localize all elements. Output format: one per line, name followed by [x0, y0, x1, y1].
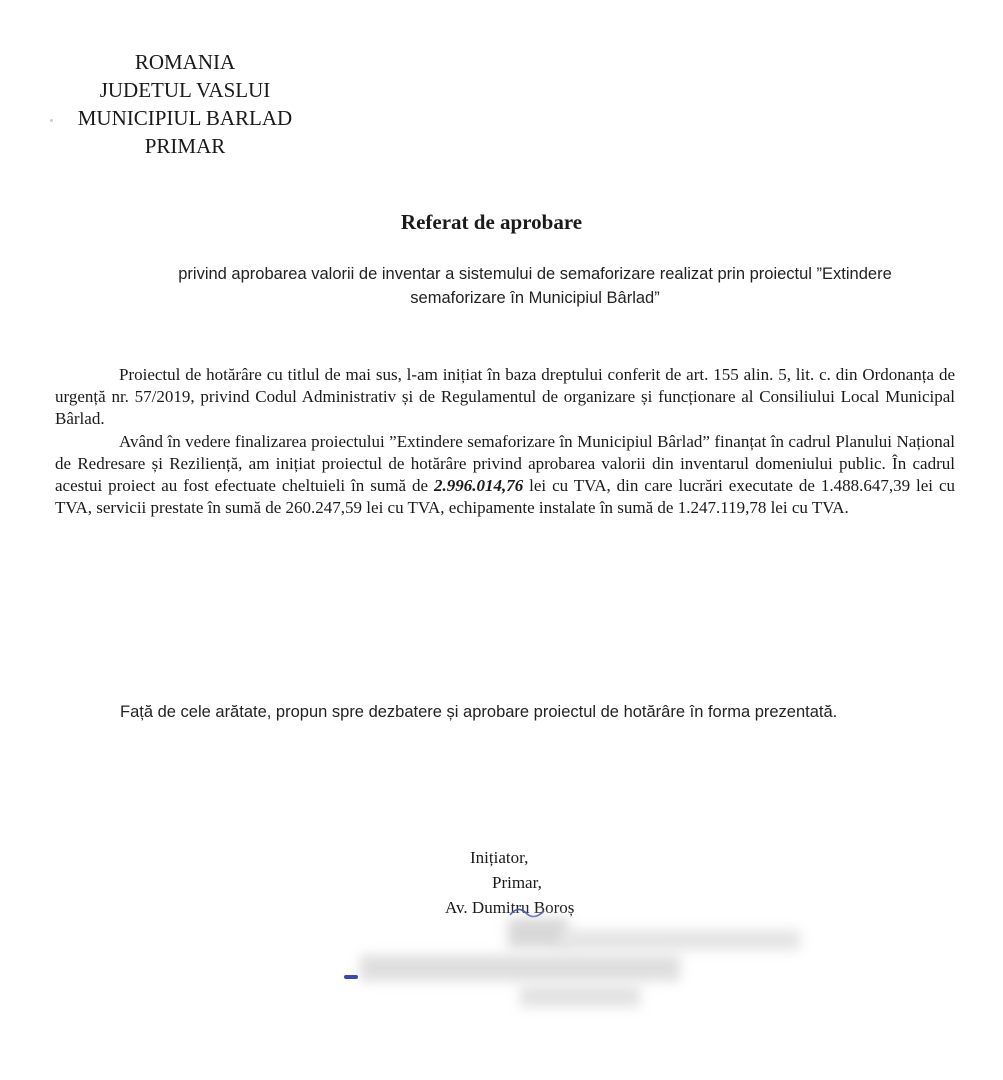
- redacted-stamp-right: [560, 930, 800, 950]
- document-header: [40, 48, 330, 160]
- redacted-stamp-middle: [360, 955, 680, 981]
- subtitle-line-2: semaforizare în Municipiul Bârlad”: [410, 289, 660, 307]
- document-subtitle: [100, 262, 970, 310]
- paragraph-2-intro: Având în vedere finalizarea proiectului ”Extindere semaforizare în Municipiul Bârlad” finanțat în cadrul Planului Național de Redresare și Reziliență, am inițiat proiectul de hotărâre privind aprobarea valorii din inventarul domeniului public. În cadrul acestui proiect au fost efectuate cheltuieli în sumă de: [55, 431, 955, 496]
- body-paragraph-2: [55, 431, 955, 520]
- document-title: Referat de aprobare: [400, 210, 583, 234]
- paragraph-2-details: lei cu TVA, din care lucrări executate de 1.488.647,39 lei cu TVA, servicii prestate în sumă de 260.247,59 lei cu TVA, echipamente instalate în sumă de 1.247.119,78 lei cu TVA.: [55, 476, 955, 518]
- header-office: PRIMAR: [144, 134, 226, 158]
- signature-name: Av. Dumitru Boroș: [445, 898, 575, 917]
- header-county: JUDETUL VASLUI: [99, 78, 271, 102]
- redacted-signature-top: [508, 918, 568, 948]
- signature-role: Inițiator,: [470, 848, 529, 867]
- redacted-stamp-bottom: [520, 985, 640, 1007]
- document-body: [55, 364, 955, 519]
- header-country: ROMANIA: [134, 50, 236, 74]
- header-municipality: MUNICIPIUL BARLAD: [77, 106, 293, 130]
- total-amount: 2.996.014,76: [433, 476, 524, 496]
- body-paragraph-1: Proiectul de hotărâre cu titlul de mai sus, l-am inițiat în baza dreptului conferit de art. 155 alin. 5, lit. c. din Ordonanța de urgență nr. 57/2019, privind Codul Administrativ și de Regulamentul de organizare și funcționare al Consiliului Local Municipal Bârlad.: [55, 365, 955, 429]
- signature-tick: [344, 975, 358, 979]
- subtitle-line-1: privind aprobarea valorii de inventar a sistemului de semaforizare realizat prin proiectul ”Extindere: [178, 265, 892, 283]
- closing-statement: Față de cele arătate, propun spre dezbatere și aprobare proiectul de hotărâre în forma prezentată.: [120, 703, 838, 721]
- signature-title: Primar,: [492, 873, 542, 892]
